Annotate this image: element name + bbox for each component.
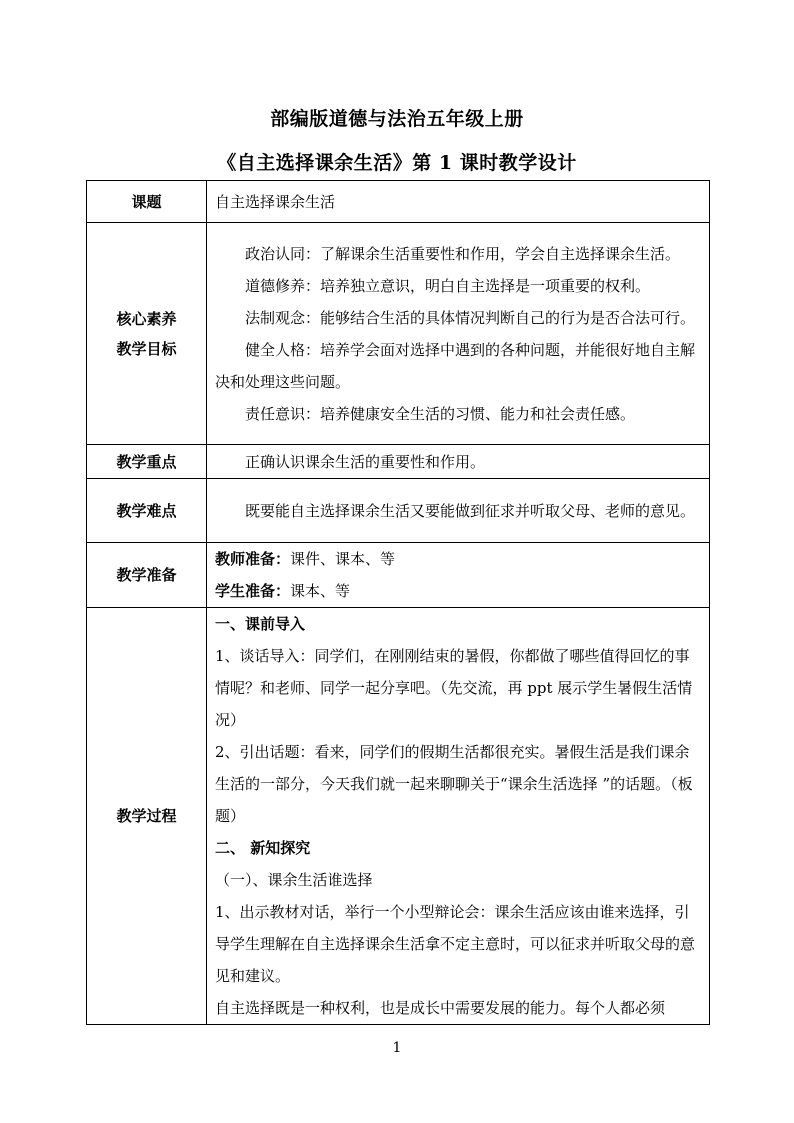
document-subtitle: 《自主选择课余生活》第 1 课时教学设计 <box>217 152 577 174</box>
process-paragraph: 1、出示教材对话，举行一个小型辩论会：课余生活应该由谁来选择，引导学生理解在自主选择课余生活拿不定主意时，可以征求并听取父母的意见和建议。 <box>215 903 696 985</box>
goal-item: 法制观念：能够结合生活的具体情况判断自己的行为是否合法可行。 <box>245 308 696 327</box>
value-goals <box>207 223 710 445</box>
student-prep-label: 学生准备： <box>215 582 291 600</box>
subsection-title: （一）、课余生活谁选择 <box>215 871 373 889</box>
label-key-point: 教学重点 <box>87 445 207 479</box>
process-paragraph: 自主选择既是一种权利，也是成长中需要发展的能力。每个人都必须 <box>215 999 666 1017</box>
lesson-plan-table <box>86 180 710 1025</box>
label-preparation: 教学准备 <box>87 543 207 608</box>
value-preparation <box>207 543 710 608</box>
label-process: 教学过程 <box>87 608 207 1025</box>
row-topic <box>87 181 710 223</box>
goal-item: 政治认同：了解课余生活重要性和作用，学会自主选择课余生活。 <box>245 244 681 263</box>
teacher-prep-value: 课件、课本、等 <box>290 550 396 568</box>
label-difficulty: 教学难点 <box>87 479 207 543</box>
page-number: 1 <box>392 1040 402 1056</box>
student-prep-value: 课本、等 <box>290 582 351 600</box>
process-paragraph: 1、谈话导入：同学们，在刚刚结束的暑假，你都做了哪些值得回忆的事情呢？和老师、同学一起分享吧。（先交流，再 ppt 展示学生暑假生活情况） <box>215 647 693 729</box>
label-topic: 课题 <box>87 181 207 223</box>
value-key-point: 正确认识课余生活的重要性和作用。 <box>207 445 710 479</box>
section-title: 一、课前导入 <box>215 615 306 633</box>
value-difficulty: 既要能自主选择课余生活又要能做到征求并听取父母、老师的意见。 <box>207 479 710 543</box>
goal-item: 道德修养：培养独立意识，明白自主选择是一项重要的权利。 <box>245 276 651 295</box>
value-process <box>207 608 710 1025</box>
row-difficulty <box>87 479 710 543</box>
teacher-prep-label: 教师准备： <box>215 550 291 568</box>
section-title: 二、 新知探究 <box>215 839 311 857</box>
process-paragraph: 2、引出话题：看来，同学们的假期生活都很充实。暑假生活是我们课余生活的一部分，今天我们就一起来聊聊关于“课余生活选择 ”的话题。（板题） <box>215 743 693 825</box>
document-title: 部编版道德与法治五年级上册 <box>270 108 524 130</box>
goal-item: 责任意识：培养健康安全生活的习惯、能力和社会责任感。 <box>245 404 636 423</box>
label-goals <box>87 223 207 445</box>
row-goals <box>87 223 710 445</box>
row-key-point <box>87 445 710 479</box>
row-preparation <box>87 543 710 608</box>
teacher-prep <box>215 543 701 575</box>
value-topic: 自主选择课余生活 <box>207 181 710 223</box>
label-goals-line1: 核心素养 <box>116 309 177 328</box>
row-process <box>87 608 710 1025</box>
goal-item: 健全人格：培养学会面对选择中遇到的各种问题，并能很好地自主解决和处理这些问题。 <box>215 340 696 391</box>
label-goals-line2: 教学目标 <box>116 339 177 358</box>
student-prep <box>215 575 701 607</box>
